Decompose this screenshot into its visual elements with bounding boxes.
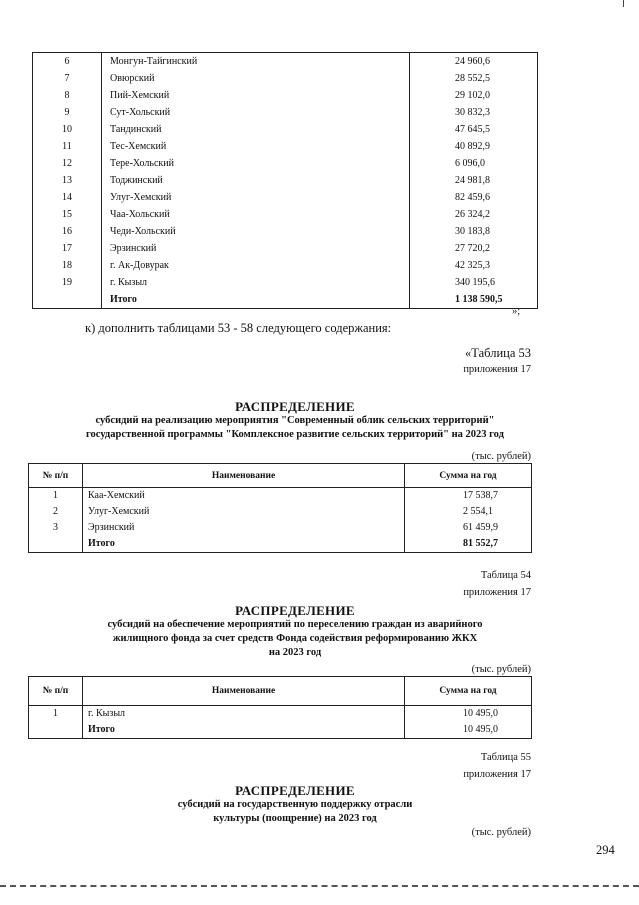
table53: [28, 463, 532, 553]
row-number: 13: [33, 172, 102, 189]
header-num: № п/п: [29, 464, 83, 488]
row-value: 29 102,0: [455, 90, 490, 101]
total-value: 10 495,0: [463, 724, 498, 735]
table-row: [33, 274, 538, 291]
table-row: [33, 240, 538, 257]
table54-subtitle-2: жилищного фонда за счет средств Фонда содействия реформированию ЖКХ: [112, 633, 478, 644]
header-name: Наименование: [83, 677, 405, 706]
row-number: 12: [33, 155, 102, 172]
total-value: 1 138 590,5: [455, 294, 503, 305]
row-name: г. Ак-Довурак: [102, 257, 410, 274]
row-name: Тере-Хольский: [102, 155, 410, 172]
row-name: Тоджинский: [102, 172, 410, 189]
row-number: 7: [33, 70, 102, 87]
table-total-row: [29, 536, 532, 553]
row-number: 10: [33, 121, 102, 138]
row-name: Улуг-Хемский: [83, 504, 405, 520]
table53-subtitle-2: государственной программы "Комплексное развитие сельских территорий" на 2023 год: [86, 429, 504, 440]
row-name: Овюрский: [102, 70, 410, 87]
row-number: 6: [33, 53, 102, 71]
row-name: Эрзинский: [83, 520, 405, 536]
header-sum: Сумма на год: [405, 677, 532, 706]
table53-units: (тыс. рублей): [471, 451, 531, 462]
previous-table: [32, 52, 538, 309]
row-value: 82 459,6: [455, 192, 490, 203]
table-row: [33, 138, 538, 155]
row-number: 17: [33, 240, 102, 257]
table-row: [33, 53, 538, 71]
row-name: Каа-Хемский: [83, 488, 405, 505]
table-header-row: [29, 677, 532, 706]
row-number: 14: [33, 189, 102, 206]
table54-subtitle-1: субсидий на обеспечение мероприятий по переселению граждан из аварийного: [107, 619, 483, 630]
row-name: Чеди-Хольский: [102, 223, 410, 240]
table55-appendix: приложения 17: [463, 769, 531, 780]
table54-ref: Таблица 54: [480, 570, 531, 581]
row-value: 24 981,8: [455, 175, 490, 186]
row-number: 3: [29, 520, 83, 536]
row-name: Чаа-Хольский: [102, 206, 410, 223]
row-value: 24 960,6: [455, 56, 490, 67]
table-row: [33, 206, 538, 223]
total-label: Итого: [83, 722, 405, 739]
table53-ref: «Таблица 53: [465, 346, 531, 360]
page-number: 294: [596, 843, 615, 857]
table55-ref: Таблица 55: [480, 752, 531, 763]
row-value: 30 832,3: [455, 107, 490, 118]
row-name: г. Кызыл: [83, 706, 405, 723]
scan-mark: [623, 0, 624, 7]
table54-title: РАСПРЕДЕЛЕНИЕ: [235, 603, 355, 618]
table55-title: РАСПРЕДЕЛЕНИЕ: [235, 783, 355, 798]
row-name: Тес-Хемский: [102, 138, 410, 155]
table-row: [33, 155, 538, 172]
row-value: 26 324,2: [455, 209, 490, 220]
row-value: 28 552,5: [455, 73, 490, 84]
table-header-row: [29, 464, 532, 488]
row-number: 18: [33, 257, 102, 274]
row-name: Улуг-Хемский: [102, 189, 410, 206]
row-name: г. Кызыл: [102, 274, 410, 291]
table-row: [29, 504, 532, 520]
table-row: [29, 520, 532, 536]
row-name: Тандинский: [102, 121, 410, 138]
table-row: [29, 488, 532, 505]
table-row: [33, 87, 538, 104]
row-number: 11: [33, 138, 102, 155]
table-total-row: [33, 291, 538, 309]
table-row: [33, 104, 538, 121]
total-label: Итого: [83, 536, 405, 553]
table-row: [33, 223, 538, 240]
row-name: Монгун-Тайгинский: [102, 53, 410, 71]
header-sum: Сумма на год: [405, 464, 532, 488]
row-number: 16: [33, 223, 102, 240]
row-value: 42 325,3: [455, 260, 490, 271]
row-value: 340 195,6: [455, 277, 495, 288]
table-total-row: [29, 722, 532, 739]
table53-subtitle-1: субсидий на реализацию мероприятия "Современный облик сельских территорий": [95, 415, 495, 426]
row-value: 47 645,5: [455, 124, 490, 135]
row-number: 2: [29, 504, 83, 520]
row-name: Пий-Хемский: [102, 87, 410, 104]
closing-quote: »;: [512, 306, 521, 317]
table55-subtitle-1: субсидий на государственную поддержку отрасли: [177, 799, 413, 810]
row-number: 1: [29, 488, 83, 505]
row-number: 1: [29, 706, 83, 723]
row-value: 10 495,0: [463, 708, 498, 719]
row-name: Сут-Хольский: [102, 104, 410, 121]
table55-subtitle-2: культуры (поощрение) на 2023 год: [213, 813, 377, 824]
table54-units: (тыс. рублей): [471, 664, 531, 675]
table55-units: (тыс. рублей): [471, 827, 531, 838]
row-value: 30 183,8: [455, 226, 490, 237]
row-number: 15: [33, 206, 102, 223]
header-name: Наименование: [83, 464, 405, 488]
row-value: 40 892,9: [455, 141, 490, 152]
table54: [28, 676, 532, 739]
table-row: [33, 172, 538, 189]
table54-subtitle-3: на 2023 год: [268, 647, 322, 658]
row-value: 27 720,2: [455, 243, 490, 254]
row-number: 19: [33, 274, 102, 291]
table-row: [29, 706, 532, 723]
table53-appendix: приложения 17: [463, 364, 531, 375]
row-value: 6 096,0: [455, 158, 485, 169]
table-row: [33, 189, 538, 206]
amendment-paragraph: к) дополнить таблицами 53 - 58 следующего содержания:: [85, 321, 392, 335]
row-value: 61 459,9: [463, 522, 498, 533]
total-value: 81 552,7: [463, 538, 498, 549]
row-value: 17 538,7: [463, 490, 498, 501]
row-number: 8: [33, 87, 102, 104]
row-value: 2 554,1: [463, 506, 493, 517]
scan-edge-dashes: [0, 885, 639, 887]
table-row: [33, 121, 538, 138]
table-row: [33, 257, 538, 274]
row-number: 9: [33, 104, 102, 121]
table53-title: РАСПРЕДЕЛЕНИЕ: [235, 399, 355, 414]
header-num: № п/п: [29, 677, 83, 706]
table54-appendix: приложения 17: [463, 587, 531, 598]
row-name: Эрзинский: [102, 240, 410, 257]
table-row: [33, 70, 538, 87]
total-label: Итого: [102, 291, 410, 309]
